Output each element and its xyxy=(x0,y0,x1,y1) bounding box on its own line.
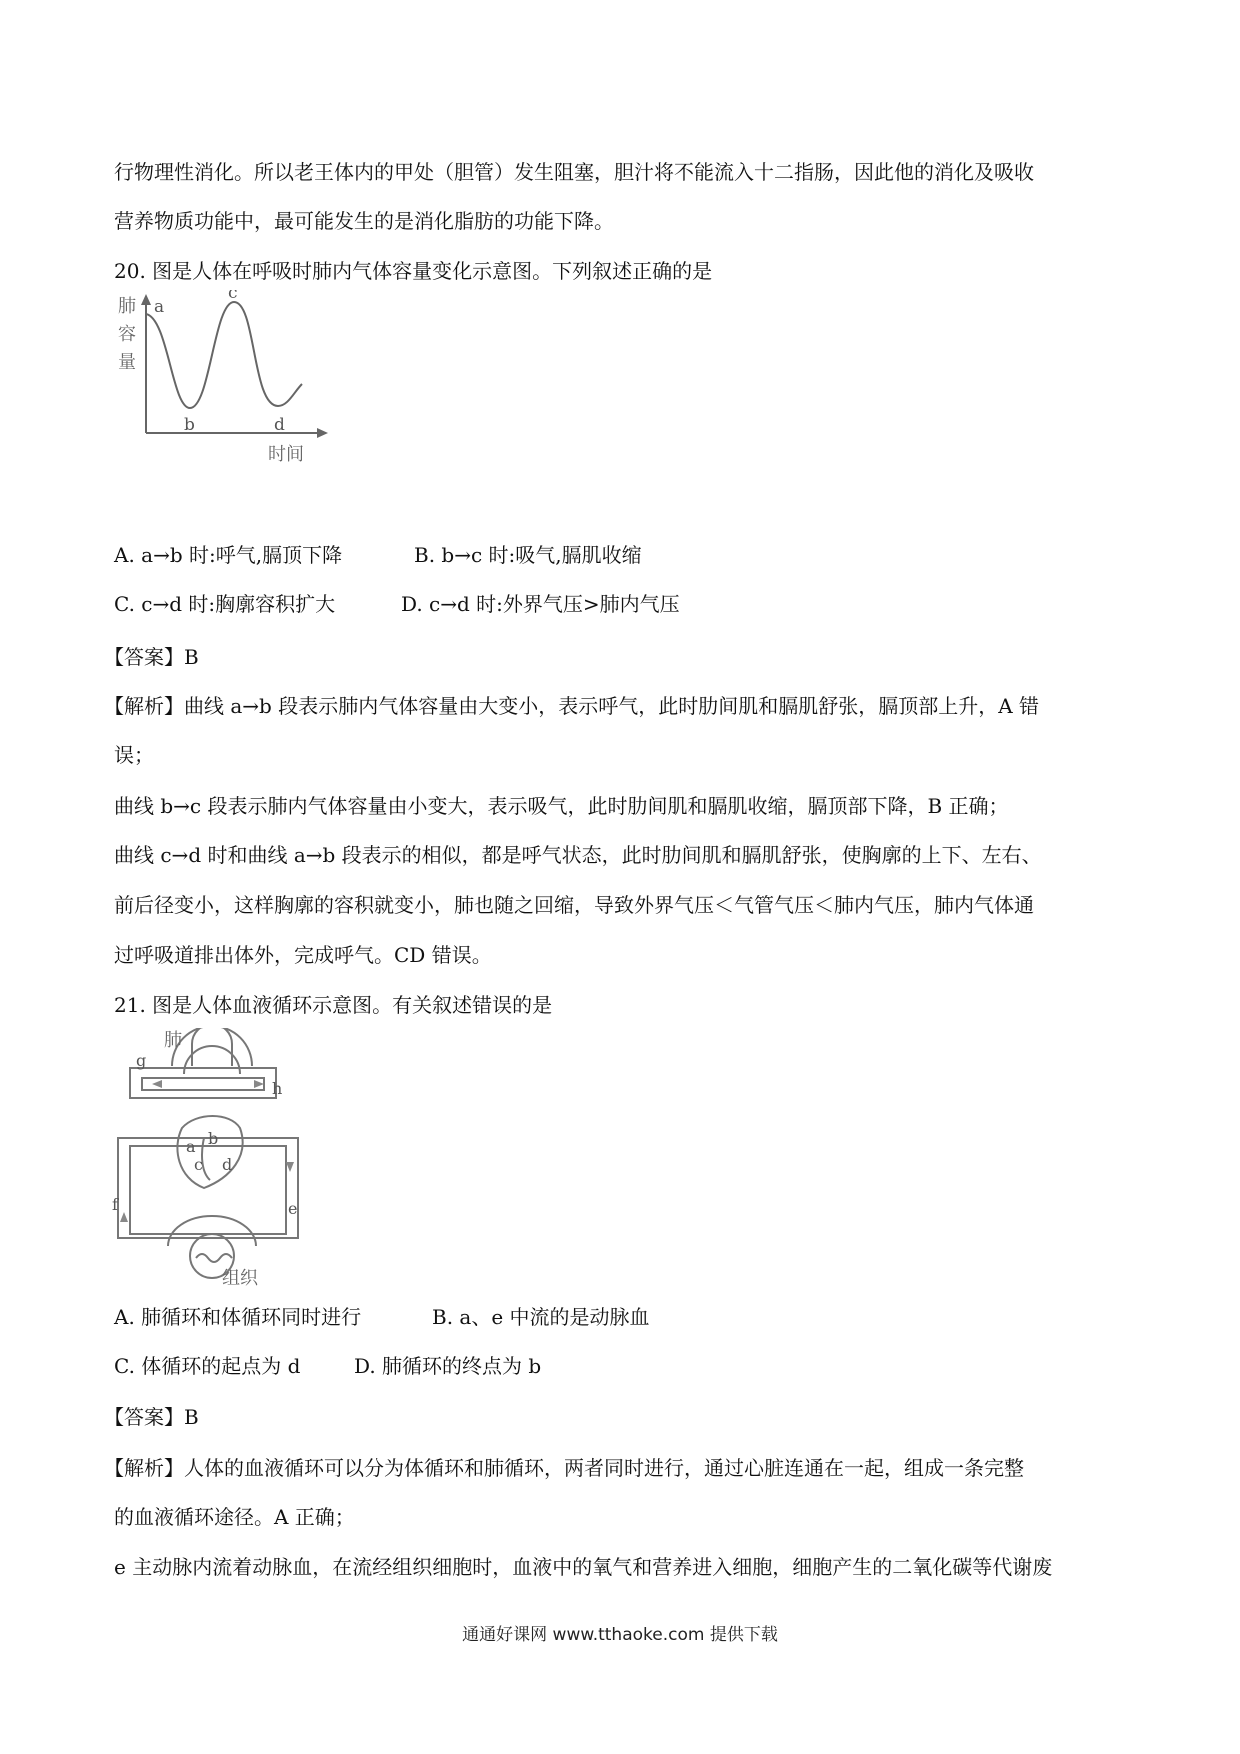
answer: 【答案】B xyxy=(104,645,199,669)
letter-e: e xyxy=(288,1199,298,1218)
letter-b: b xyxy=(208,1129,219,1148)
option-a[interactable]: A. 肺循环和体循环同时进行 xyxy=(114,1305,362,1329)
x-axis-label: 时间 xyxy=(268,444,304,465)
point-label-d: d xyxy=(274,415,285,435)
option-d[interactable]: D. c→d 时:外界气压>肺内气压 xyxy=(401,592,680,616)
question-21-stem: 21. 图是人体血液循环示意图。有关叙述错误的是 xyxy=(114,993,553,1017)
letter-a: a xyxy=(186,1137,196,1156)
option-c[interactable]: C. 体循环的起点为 d xyxy=(114,1354,301,1378)
paragraph-line: 营养物质功能中，最可能发生的是消化脂肪的功能下降。 xyxy=(114,209,614,233)
letter-d: d xyxy=(222,1155,233,1174)
option-d[interactable]: D. 肺循环的终点为 b xyxy=(354,1354,542,1378)
lung-label: 肺 xyxy=(164,1030,182,1051)
analysis-line: 的血液循环途径。A 正确； xyxy=(114,1505,355,1529)
options-row xyxy=(114,590,680,618)
options-row xyxy=(114,1352,541,1380)
letter-g: g xyxy=(136,1051,147,1070)
analysis-line: 【解析】人体的血液循环可以分为体循环和肺循环，两者同时进行，通过心脏连通在一起，组成一条完整 xyxy=(104,1456,1024,1480)
option-b[interactable]: B. b→c 时:吸气,膈肌收缩 xyxy=(414,543,642,567)
analysis-line: 【解析】曲线 a→b 段表示肺内气体容量由大变小，表示呼气，此时肋间肌和膈肌舒张，膈顶部上升，A 错 xyxy=(104,694,1039,718)
volume-curve xyxy=(146,302,302,408)
point-label-b: b xyxy=(184,415,195,435)
tissue-label: 组织 xyxy=(222,1268,258,1288)
analysis-line: 曲线 c→d 时和曲线 a→b 段表示的相似，都是呼气状态，此时肋间肌和膈肌舒张，使胸廓的上下、左右、 xyxy=(114,843,1042,867)
option-b[interactable]: B. a、e 中流的是动脉血 xyxy=(432,1305,650,1329)
paragraph-line: 行物理性消化。所以老王体内的甲处（胆管）发生阻塞，胆汁将不能流入十二指肠，因此他的消化及吸收 xyxy=(114,160,1034,184)
analysis-line: 过呼吸道排出体外，完成呼气。CD 错误。 xyxy=(114,943,492,967)
analysis-line: 曲线 b→c 段表示肺内气体容量由小变大，表示吸气，此时肋间肌和膈肌收缩，膈顶部下降，B 正确； xyxy=(114,794,1009,818)
analysis-line: 误； xyxy=(114,743,154,767)
y-axis-label-char: 肺 xyxy=(118,296,136,317)
letter-f: f xyxy=(112,1195,118,1214)
blood-circulation-figure xyxy=(112,1028,312,1288)
lung-volume-figure xyxy=(110,290,360,470)
letter-c: c xyxy=(194,1155,203,1174)
analysis-line: 前后径变小，这样胸廓的容积就变小，肺也随之回缩，导致外界气压＜气管气压＜肺内气压，肺内气体通 xyxy=(114,893,1034,917)
point-label-a: a xyxy=(154,297,165,317)
letter-h: h xyxy=(272,1079,283,1098)
question-20-stem: 20. 图是人体在呼吸时肺内气体容量变化示意图。下列叙述正确的是 xyxy=(114,259,713,283)
point-label-c: c xyxy=(228,290,238,303)
analysis-line: e 主动脉内流着动脉血，在流经组织细胞时，血液中的氧气和营养进入细胞，细胞产生的二氧化碳等代谢废 xyxy=(114,1555,1053,1579)
option-a[interactable]: A. a→b 时:呼气,膈顶下降 xyxy=(114,543,343,567)
answer: 【答案】B xyxy=(104,1405,199,1429)
options-row xyxy=(114,541,642,569)
footer-source: 通通好课网 www.tthaoke.com 提供下载 xyxy=(462,1625,778,1645)
y-axis-label-char: 量 xyxy=(118,352,136,373)
option-c[interactable]: C. c→d 时:胸廓容积扩大 xyxy=(114,592,336,616)
options-row xyxy=(114,1303,650,1331)
y-axis-label-char: 容 xyxy=(118,324,136,345)
